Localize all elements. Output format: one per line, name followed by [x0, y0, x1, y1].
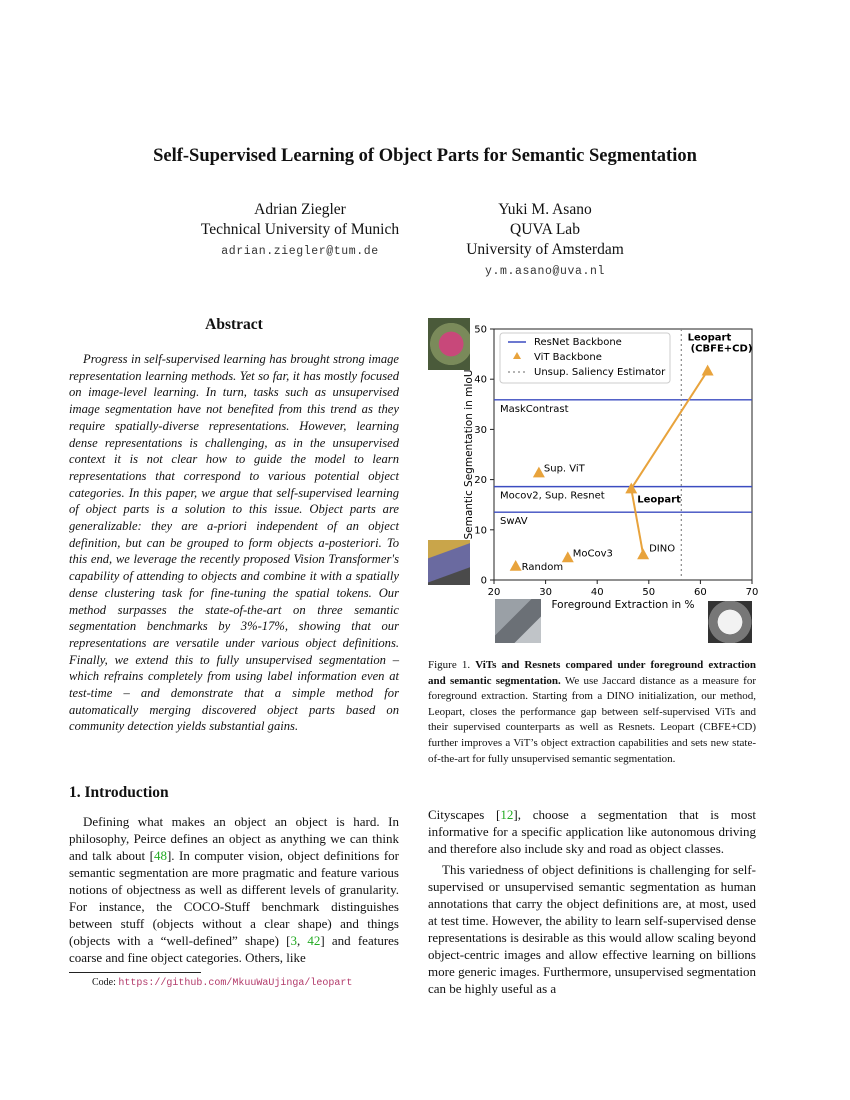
x-tick-label: 50 [642, 587, 656, 598]
vit-point-label: Sup. ViT [543, 463, 585, 475]
footnote-label: Code: [92, 977, 116, 988]
author-email[interactable]: adrian.ziegler@tum.de [221, 245, 379, 258]
author-block-2 [430, 200, 660, 282]
resnet-line-label: SwAV [500, 516, 528, 528]
intro-right-column [428, 806, 756, 1001]
footnote [92, 977, 352, 989]
vit-point [637, 548, 649, 559]
author-affiliation: Technical University of Munich [200, 221, 400, 238]
citation-link[interactable]: 42 [307, 933, 321, 948]
vit-point [510, 560, 522, 571]
y-tick-label: 30 [474, 424, 487, 436]
y-tick-label: 20 [474, 475, 487, 487]
vit-point-label: Leopart [637, 494, 681, 506]
figure-caption-text: We use Jaccard distance as a measure for foreground extraction. Starting from a DINO initialization, our method, Leopart, closes the performance gap between self-supervised ViTs and their supervised counterparts as well as Resnets. Leopart (CBFE+CD) further improves a ViT’s object extraction capabilities and sets new state-of-the-art for fully unsupervised semantic segmentation. [428, 674, 756, 765]
arrows [631, 371, 707, 555]
author-affiliation-2: University of Amsterdam [466, 241, 624, 258]
vit-point-label: MoCov3 [572, 548, 613, 560]
chart-svg [428, 318, 758, 648]
figure-label: Figure 1. [428, 659, 471, 671]
legend [500, 333, 670, 383]
x-tick-label: 30 [539, 587, 552, 598]
intro-left-column [69, 813, 399, 970]
vit-point [625, 483, 637, 494]
author-email[interactable]: y.m.asano@uva.nl [484, 265, 606, 278]
legend-entry: ResNet Backbone [534, 337, 622, 348]
resnet-line-label: MaskContrast [500, 403, 569, 415]
text-run: Cityscapes [ [428, 807, 501, 822]
text-run: ]. In computer vision, object definitions for semantic segmentation are more pragmatic and feature various notions of objectness as well as different levels of granularity. For instance, the COCO-Stuff benchmark distinguishes between stuff (objects without a clear shape) and things (objects with a “well-defined” shape) [ [69, 848, 399, 948]
y-tick-label: 50 [474, 324, 487, 336]
figure-1 [428, 318, 758, 648]
arrow-line [631, 371, 707, 489]
figure-caption-bold: ViTs and Resnets compared under foreground extraction and semantic segmentation. [428, 659, 756, 687]
x-tick-label: 40 [590, 587, 604, 598]
y-axis-label: Semantic Segmentation in mIoU [463, 369, 475, 540]
author-name: Adrian Ziegler [254, 201, 346, 218]
y-tick-label: 10 [474, 525, 487, 537]
x-tick-label: 70 [745, 587, 758, 598]
author-block-1 [170, 200, 430, 262]
x-tick-label: 60 [694, 587, 707, 598]
author-affiliation: QUVA Lab [510, 221, 580, 238]
vit-point [702, 365, 714, 376]
legend-entry: Unsup. Saliency Estimator [534, 367, 666, 378]
vit-point-label: Random [521, 561, 564, 573]
text-run: , [296, 933, 308, 948]
citation-link[interactable]: 48 [153, 848, 167, 863]
author-name: Yuki M. Asano [498, 201, 592, 218]
citation-link[interactable]: 3 [290, 933, 297, 948]
legend-entry: ViT Backbone [534, 352, 602, 363]
figure-caption [428, 658, 756, 767]
intro-paragraph-2 [428, 806, 756, 857]
text-run: ], choose a segmentation that is most informative for a specific application like autonomous driving and therefore also include sky and road as object classes. [428, 807, 756, 856]
resnet-lines [494, 400, 752, 527]
text-run: ] and features coarse and fine object categories. Others, like [69, 933, 399, 965]
intro-paragraph-1 [69, 813, 399, 966]
vit-point-label: DINO [649, 543, 676, 555]
resnet-line-label: Mocov2, Sup. Resnet [500, 490, 605, 502]
x-tick-label: 20 [487, 587, 501, 598]
code-link[interactable]: https://github.com/MkuuWaUjinga/leopart [118, 978, 353, 989]
footnote-rule [69, 972, 201, 973]
text-run: Defining what makes an object an object is hard. In philosophy, Peirce defines an object as anything we can think and talk about [ [69, 814, 399, 863]
paper-title: Self-Supervised Learning of Object Parts for Semantic Segmentation [153, 146, 697, 166]
abstract-text: Progress in self-supervised learning has brought strong image representation learning methods. Yet so far, it has mostly focused on image-level learning. In turn, tasks such as unsupervised image segmentation have not benefited from this trend as they require spatially-diverse representations. However, learning dense representations is challenging, as in the unsupervised context it is not clear how to guide the model to learn representations that correspond to various potential object categories. In this paper, we argue that self-supervised learning of object parts is a solution to this issue. Object parts are generalizable: they are a-priori independent of an object definition, but can be grouped to form objects a-posteriori. To this end, we leverage the recently proposed Vision Transformer's capability of attending to objects and combine it with a spatially dense clustering task for fine-tuning the spatial tokens. Our method surpasses the state-of-the-art on three semantic segmentation benchmarks by 3%-17%, showing that our representations are versatile under various object definitions. Finally, we extend this to fully unsupervised segmentation – which refrains completely from using label information even at test-time – and demonstrate that a simple method for automatically merging discovered object parts based on community detection yields substantial gains. [69, 352, 399, 734]
abstract-heading: Abstract [205, 316, 263, 333]
y-tick-label: 40 [474, 374, 487, 386]
x-axis-label: Foreground Extraction in % [551, 599, 695, 611]
citation-link[interactable]: 12 [500, 807, 514, 822]
y-tick-label: 0 [480, 575, 487, 587]
vit-point-label: Leopart (CBFE+CD) [687, 332, 753, 355]
intro-paragraph-3: This variedness of object definitions is challenging for self-supervised or unsupervised semantic segmentation as human annotations that carry the object definitions are, at most, used at test time. However, the ability to learn self-supervised dense representations is desirable as this would allow scaling beyond object-centric images and allow effective learning on billions more generic images. Furthermore, unsupervised segmentation can be highly useful as a [428, 862, 756, 996]
intro-heading: 1. Introduction [69, 784, 169, 801]
